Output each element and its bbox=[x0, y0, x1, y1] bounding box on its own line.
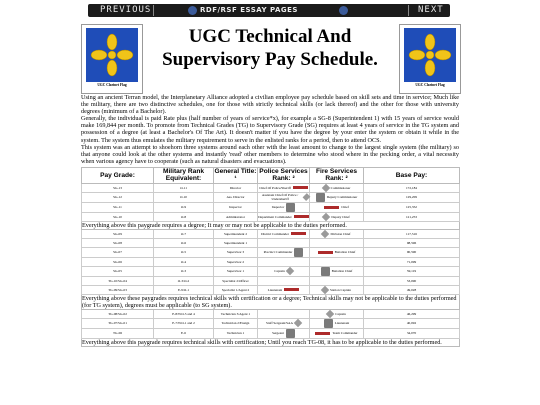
table-cell: 71,099 bbox=[364, 257, 460, 266]
table-cell bbox=[258, 202, 310, 212]
table-cell bbox=[258, 328, 310, 338]
column-header: Police Services Rank: ² bbox=[259, 167, 308, 183]
rank-insignia-icon bbox=[321, 286, 329, 294]
table-cell: E-9/O-1 bbox=[154, 285, 214, 294]
table-cell: TG-09/SG-03 bbox=[82, 285, 154, 294]
table-cell bbox=[310, 328, 364, 338]
rank-label: Department Commander bbox=[258, 214, 292, 219]
table-cell: Specialist 1/Agent 2 bbox=[214, 285, 258, 294]
table-row bbox=[82, 285, 460, 294]
essay-page bbox=[81, 24, 459, 347]
rank-insignia-icon bbox=[316, 193, 325, 202]
table-row bbox=[82, 318, 460, 328]
table-row bbox=[82, 328, 460, 338]
table-cell bbox=[310, 318, 364, 328]
table-cell: O-4 bbox=[154, 257, 214, 266]
table-row bbox=[82, 229, 460, 238]
table-row bbox=[82, 257, 460, 266]
rank-cell bbox=[258, 329, 309, 338]
rank-insignia-icon bbox=[294, 215, 309, 218]
table-cell: SG-07 bbox=[82, 247, 154, 257]
table-note: Everything above this paygrade requires technical skills with certification; Until you reach TG-08, it has to be applicable to the duties performed. bbox=[82, 338, 460, 346]
rank-label: Precinct Commander bbox=[263, 250, 293, 255]
rank-label: Station Captain bbox=[329, 287, 351, 292]
rank-cell bbox=[310, 287, 363, 293]
table-cell: SG-09 bbox=[82, 229, 154, 238]
table-cell: O-5 bbox=[154, 247, 214, 257]
column-header: Military Rank Equivalent: bbox=[154, 167, 214, 183]
rank-insignia-icon bbox=[324, 206, 339, 209]
rank-cell bbox=[310, 185, 363, 191]
table-cell bbox=[310, 257, 364, 266]
rank-label: Inspector bbox=[271, 205, 285, 210]
rank-cell bbox=[310, 231, 363, 237]
rank-insignia-icon bbox=[293, 186, 308, 189]
rank-label: Battalion Chief bbox=[331, 269, 353, 274]
clarinet-flag-icon bbox=[86, 28, 138, 82]
rank-label: Deputy Commissioner bbox=[326, 195, 358, 200]
table-cell: TG-08/SG-02 bbox=[82, 309, 154, 318]
table-cell bbox=[310, 183, 364, 192]
table-cell: Director bbox=[214, 183, 258, 192]
pay-schedule-table bbox=[81, 167, 460, 347]
table-cell bbox=[310, 202, 364, 212]
table-cell bbox=[310, 276, 364, 285]
table-row bbox=[82, 309, 460, 318]
rank-cell bbox=[310, 319, 363, 328]
essay-pages-link[interactable]: RDF/RSF ESSAY PAGES bbox=[200, 6, 298, 14]
table-cell: SG-10 bbox=[82, 212, 154, 221]
nav-divider bbox=[408, 5, 409, 16]
table-row bbox=[82, 192, 460, 202]
table-cell bbox=[310, 247, 364, 257]
table-note-row bbox=[82, 294, 460, 309]
table-cell: E-7/WO-1 and 2 bbox=[154, 318, 214, 328]
rank-label: Commissioner bbox=[330, 185, 351, 190]
column-header: Base Pay: bbox=[364, 167, 460, 183]
intro-paragraph: This system was an attempt to shoehorn three systems around each other with the least amount to change to the largest single system (the military) so that anyone could look at the other systems and instantly 'read' other members to determine who stood where in the pecking order, a vital necessity when various agency have to cooperate (such as natural disasters and evacuations). bbox=[81, 143, 459, 165]
rank-insignia-icon bbox=[286, 267, 294, 275]
table-cell bbox=[310, 229, 364, 238]
table-cell: 59,119 bbox=[364, 266, 460, 276]
table-cell: SG-11 bbox=[82, 202, 154, 212]
table-cell: TG-07/SG-01 bbox=[82, 318, 154, 328]
table-cell bbox=[310, 285, 364, 294]
table-cell: O-11 bbox=[154, 183, 214, 192]
top-nav-bar bbox=[0, 0, 540, 21]
table-cell: 125,352 bbox=[364, 202, 460, 212]
rank-label: Lieutenant bbox=[267, 287, 283, 292]
rank-cell bbox=[258, 203, 309, 212]
rank-insignia-icon bbox=[286, 329, 295, 338]
intro-paragraph: Using an ancient Terran model, the Interplanetary Alliance adopted a civilian employee pay schedule based on skill sets and time in service; Much like the military, there are two distinctive schedules, one for those with strictly technical skills (or lack thereof) and the other for those with university degrees (minimum of a Bachelor). bbox=[81, 94, 459, 116]
rank-insignia-icon bbox=[284, 288, 299, 291]
table-cell: E-8/WO-3 and 4 bbox=[154, 309, 214, 318]
table-cell: O-10 bbox=[154, 192, 214, 202]
table-cell bbox=[310, 309, 364, 318]
table-cell: O-3/O-2 bbox=[154, 276, 214, 285]
rank-label: Staff Sergeant/SAA bbox=[266, 321, 293, 326]
page-title: UGC Technical And Supervisory Pay Schedule. bbox=[162, 26, 378, 70]
table-cell bbox=[258, 257, 310, 266]
table-cell: E-6 bbox=[154, 328, 214, 338]
table-row bbox=[82, 202, 460, 212]
table-cell: Superintendent 1 bbox=[214, 238, 258, 247]
rank-label: Chief Of Police/Sheriff bbox=[259, 185, 291, 190]
table-cell bbox=[258, 238, 310, 247]
column-header: Fire Services Rank: ² bbox=[310, 167, 364, 183]
table-cell bbox=[258, 318, 310, 328]
rank-label: Captain bbox=[335, 311, 346, 316]
rank-label: Chief bbox=[341, 205, 349, 210]
rank-cell bbox=[258, 215, 309, 219]
table-cell: SG-06 bbox=[82, 257, 154, 266]
rank-insignia-icon bbox=[321, 267, 330, 276]
table-cell bbox=[258, 266, 310, 276]
rank-label: Battalion Chief bbox=[334, 250, 356, 255]
rank-insignia-icon bbox=[291, 232, 306, 235]
rank-label: Sergeant bbox=[272, 331, 284, 336]
next-link[interactable]: NEXT bbox=[418, 5, 444, 15]
table-note-row bbox=[82, 338, 460, 346]
table-cell: Ass. Director bbox=[214, 192, 258, 202]
rank-cell bbox=[310, 267, 363, 276]
rank-cell bbox=[310, 311, 363, 317]
table-row bbox=[82, 238, 460, 247]
table-cell bbox=[258, 276, 310, 285]
rank-insignia-icon bbox=[321, 184, 329, 192]
table-cell bbox=[310, 212, 364, 221]
table-cell bbox=[258, 212, 310, 221]
flag-caption: UGC Clarinet Flag bbox=[415, 83, 445, 87]
table-cell bbox=[310, 192, 364, 202]
table-cell bbox=[258, 229, 310, 238]
previous-link[interactable]: PREVIOUS bbox=[100, 5, 152, 15]
table-cell: TG-10/SG-04 bbox=[82, 276, 154, 285]
table-cell: Specialist 2/Officer bbox=[214, 276, 258, 285]
table-cell: Technician 1 bbox=[214, 328, 258, 338]
rank-cell bbox=[258, 193, 309, 201]
table-note-row bbox=[82, 221, 460, 229]
rank-label: District Commander bbox=[261, 231, 289, 236]
table-cell bbox=[258, 285, 310, 294]
table-cell: Supervisor 1 bbox=[214, 266, 258, 276]
rank-label: Assistant Chief Of Police / Undersheriff bbox=[261, 193, 299, 202]
emblem-icon bbox=[339, 6, 348, 15]
rank-insignia-icon bbox=[294, 248, 303, 257]
table-cell: SG-13 bbox=[82, 183, 154, 192]
table-cell: 49,028 bbox=[364, 285, 460, 294]
table-cell: O-9 bbox=[154, 202, 214, 212]
table-row bbox=[82, 266, 460, 276]
table-cell: 40,092 bbox=[364, 318, 460, 328]
rank-insignia-icon bbox=[321, 230, 329, 238]
table-cell bbox=[258, 183, 310, 192]
emblem-icon bbox=[188, 6, 197, 15]
flag-left bbox=[81, 24, 143, 94]
table-cell: Supervisor 3 bbox=[214, 247, 258, 257]
table-cell: 117,516 bbox=[364, 229, 460, 238]
table-cell: 46,299 bbox=[364, 309, 460, 318]
table-cell: 129,209 bbox=[364, 192, 460, 202]
rank-cell bbox=[258, 232, 309, 236]
rank-cell bbox=[310, 250, 363, 254]
rank-cell bbox=[258, 320, 309, 326]
rank-cell bbox=[258, 268, 309, 274]
table-cell: 34,070 bbox=[364, 328, 460, 338]
rank-label: Division Chief bbox=[330, 231, 351, 236]
rank-label: Captain bbox=[274, 269, 285, 274]
table-note: Everything above this paygrade requires a degree; It may or may not be applicable to the duties performed. bbox=[82, 221, 460, 229]
table-cell: Technician 3/Agent 1 bbox=[214, 309, 258, 318]
rank-insignia-icon bbox=[294, 319, 302, 327]
table-cell: 172,184 bbox=[364, 183, 460, 192]
rank-insignia-icon bbox=[322, 213, 330, 221]
table-note: Everything above these paygrades requires technical skills with certification or a degree; Technical skills may not be applicable to the duties performed (for TG system), degrees must be applicable (to SG system). bbox=[82, 294, 460, 309]
table-cell: 53,090 bbox=[364, 276, 460, 285]
clarinet-flag-icon bbox=[404, 28, 456, 82]
table-cell bbox=[258, 192, 310, 202]
rank-cell bbox=[310, 331, 363, 335]
table-cell: 121,253 bbox=[364, 212, 460, 221]
rank-insignia-icon bbox=[318, 251, 333, 254]
rank-cell bbox=[310, 205, 363, 209]
table-header-row bbox=[82, 167, 460, 183]
table-row bbox=[82, 276, 460, 285]
rank-label: Team Commander bbox=[332, 331, 358, 336]
flag-right bbox=[399, 24, 461, 94]
rank-label: Deputy Chief bbox=[331, 214, 350, 219]
nav-divider bbox=[153, 5, 154, 16]
intro-paragraph: Generally, the individual is paid Rate plus (half number of years of service*x), for example a SG-8 (Superintendent 1) with 15 years of service would make 169,844 per month. To promote from Technical Grades (TG) to Supervisory Grade (SG) requires at least 4 years of service in the TG system and possession of a degree (at least a Bachelor's Of The Art). It doesn't matter if you have the degree by your enter the system or obtain it while in the system. The system thus emulates the military requirement to serve in the enlisted ranks for a period, then to attend OCS. bbox=[81, 115, 459, 144]
page-header bbox=[81, 24, 459, 94]
rank-insignia-icon bbox=[326, 310, 334, 318]
table-cell: SG-05 bbox=[82, 266, 154, 276]
flag-caption: UGC Clarinet Flag bbox=[97, 83, 127, 87]
rank-cell bbox=[310, 214, 363, 220]
rank-cell bbox=[258, 186, 309, 190]
table-cell: 98,596 bbox=[364, 238, 460, 247]
table-cell: O-8 bbox=[154, 212, 214, 221]
table-row bbox=[82, 212, 460, 221]
table-cell: Superintendent 2 bbox=[214, 229, 258, 238]
table-cell: SG-08 bbox=[82, 238, 154, 247]
table-cell: Inspector bbox=[214, 202, 258, 212]
column-header: General Title: ¹ bbox=[214, 167, 257, 183]
table-cell: TG-06 bbox=[82, 328, 154, 338]
rank-cell bbox=[258, 288, 309, 292]
table-cell: Administrator bbox=[214, 212, 258, 221]
table-cell bbox=[258, 247, 310, 257]
table-cell: O-7 bbox=[154, 229, 214, 238]
table-row bbox=[82, 183, 460, 192]
rank-insignia-icon bbox=[324, 319, 333, 328]
rank-cell bbox=[310, 193, 363, 202]
table-cell bbox=[310, 238, 364, 247]
rank-label: Lieutenant bbox=[334, 321, 350, 326]
rank-insignia-icon bbox=[315, 332, 330, 335]
table-cell: SG-12 bbox=[82, 192, 154, 202]
table-cell: O-6 bbox=[154, 238, 214, 247]
table-cell bbox=[258, 309, 310, 318]
column-header: Pay Grade: bbox=[82, 167, 154, 183]
rank-cell bbox=[258, 248, 309, 257]
table-cell: 90,590 bbox=[364, 247, 460, 257]
rank-insignia-icon bbox=[286, 203, 295, 212]
table-cell: O-3 bbox=[154, 266, 214, 276]
table-cell bbox=[310, 266, 364, 276]
table-row bbox=[82, 247, 460, 257]
table-cell: Supervisor 2 bbox=[214, 257, 258, 266]
table-cell: Technician 2/Ensign bbox=[214, 318, 258, 328]
